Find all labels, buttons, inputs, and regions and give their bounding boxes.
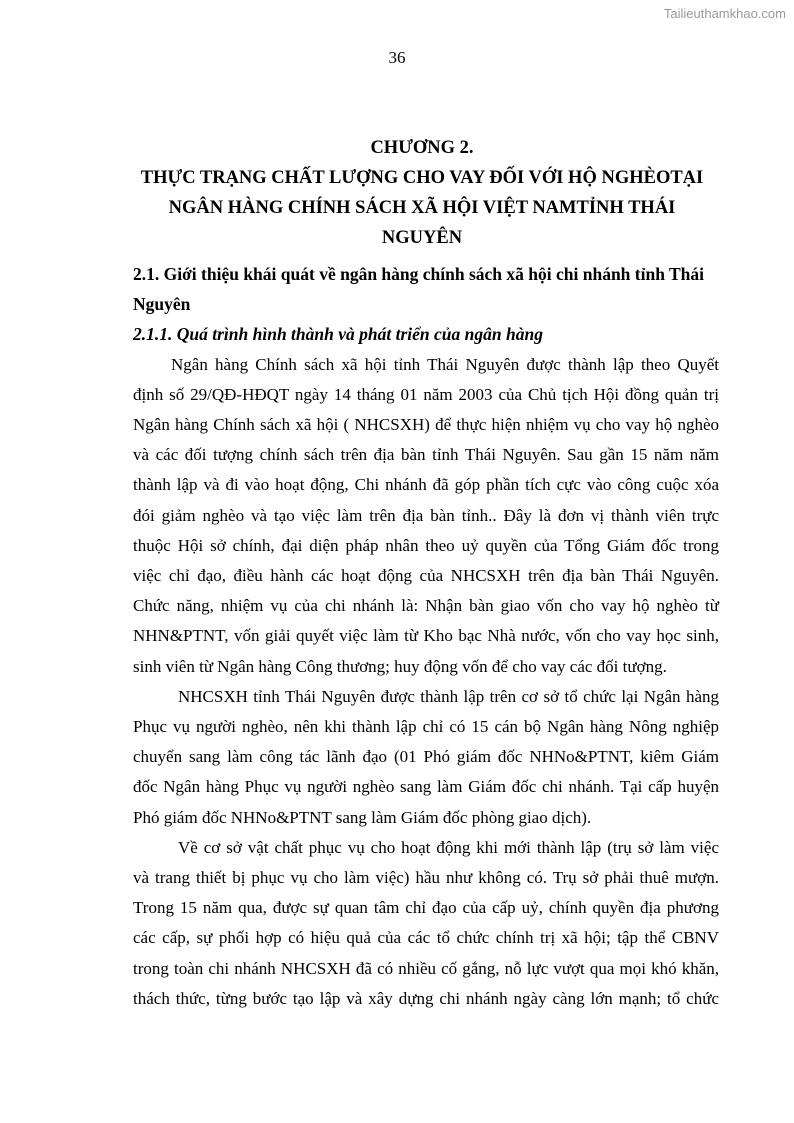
paragraph-line: NHN&PTNT, vốn giải quyết việc làm từ Kho bạc Nhà nước, vốn cho vay học sinh, xyxy=(133,626,719,646)
paragraph-line: Chức năng, nhiệm vụ của chi nhánh là: Nhận bàn giao vốn cho vay hộ nghèo từ xyxy=(133,596,719,616)
paragraph-line: đốc Ngân hàng Phục vụ người nghèo sang làm Giám đốc chi nhánh. Tại cấp huyện xyxy=(133,777,719,797)
subsection-heading: 2.1.1. Quá trình hình thành và phát triển của ngân hàng xyxy=(133,324,543,345)
paragraph-line: chuyển sang làm công tác lãnh đạo (01 Phó giám đốc NHNo&PTNT, kiêm Giám xyxy=(133,747,719,767)
chapter-title-line: NGÂN HÀNG CHÍNH SÁCH XÃ HỘI VIỆT NAMTỈNH THÁI xyxy=(168,198,676,218)
paragraph-line: Ngân hàng Chính sách xã hội ( NHCSXH) để thực hiện nhiệm vụ cho vay hộ nghèo xyxy=(133,415,719,435)
paragraph-line: và trang thiết bị phục vụ cho làm việc) hầu như không có. Trụ sở phải thuê mượn. xyxy=(133,868,719,888)
paragraph-line: Phục vụ người nghèo, nên khi thành lập chỉ có 15 cán bộ Ngân hàng Nông nghiệp xyxy=(133,717,719,737)
paragraph-line: Phó giám đốc NHNo&PTNT sang làm Giám đốc phòng giao dịch). xyxy=(133,807,592,827)
paragraph-line: định số 29/QĐ-HĐQT ngày 14 tháng 01 năm 2003 của Chủ tịch Hội đồng quản trị xyxy=(133,384,719,404)
paragraph-line: thuộc Hội sở chính, đại diện pháp nhân theo uỷ quyền của Tổng Giám đốc trong xyxy=(133,535,719,555)
paragraph-line: trong toàn chi nhánh NHCSXH đã có nhiều cố gắng, nỗ lực vượt qua mọi khó khăn, xyxy=(133,958,719,978)
paragraph-line: Về cơ sở vật chất phục vụ cho hoạt động khi mới thành lập (trụ sở làm việc xyxy=(178,837,719,857)
chapter-number: CHƯƠNG 2. xyxy=(370,138,474,158)
chapter-title-line: NGUYÊN xyxy=(381,228,463,248)
paragraph-1 xyxy=(133,350,719,682)
watermark: Tailieuthamkhao.com xyxy=(663,6,786,21)
page-number: 36 xyxy=(388,48,406,67)
paragraph-line: Ngân hàng Chính sách xã hội tỉnh Thái Nguyên được thành lập theo Quyết xyxy=(171,354,719,374)
paragraph-line: các cấp, sự phối hợp có hiệu quả của các tổ chức chính trị xã hội; tập thể CBNV xyxy=(133,928,719,948)
chapter-heading xyxy=(133,133,711,253)
paragraph-3 xyxy=(133,833,719,1014)
section-heading-line: 2.1. Giới thiệu khái quát về ngân hàng chính sách xã hội chi nhánh tỉnh Thái xyxy=(133,264,705,284)
paragraph-line: sinh viên từ Ngân hàng Công thương; huy động vốn để cho vay các đối tượng. xyxy=(133,656,667,676)
section-heading xyxy=(133,259,719,319)
paragraph-line: Trong 15 năm qua, được sự quan tâm chỉ đạo của cấp uỷ, chính quyền địa phương xyxy=(133,898,719,918)
paragraph-2 xyxy=(133,682,719,833)
chapter-title-line: THỰC TRẠNG CHẤT LƯỢNG CHO VAY ĐỐI VỚI HỘ NGHÈOTẠI xyxy=(140,168,704,188)
paragraph-line: NHCSXH tỉnh Thái Nguyên được thành lập trên cơ sở tổ chức lại Ngân hàng xyxy=(178,686,719,706)
paragraph-line: việc chỉ đạo, điều hành các hoạt động của NHCSXH trên địa bàn Thái Nguyên. xyxy=(133,566,719,586)
paragraph-line: và các đối tượng chính sách trên địa bàn tỉnh Thái Nguyên. Sau gần 15 năm năm xyxy=(133,445,719,465)
paragraph-line: thành lập và đi vào hoạt động, Chi nhánh đã góp phần tích cực vào công cuộc xóa xyxy=(133,475,719,495)
section-heading-line: Nguyên xyxy=(133,294,191,315)
paragraph-line: đói giảm nghèo và tạo việc làm trên địa bàn tỉnh.. Đây là đơn vị thành viên trực xyxy=(133,505,719,525)
paragraph-line: thách thức, từng bước tạo lập và xây dựng chi nhánh ngày càng lớn mạnh; tổ chức xyxy=(133,988,719,1008)
document-body xyxy=(133,259,719,1014)
